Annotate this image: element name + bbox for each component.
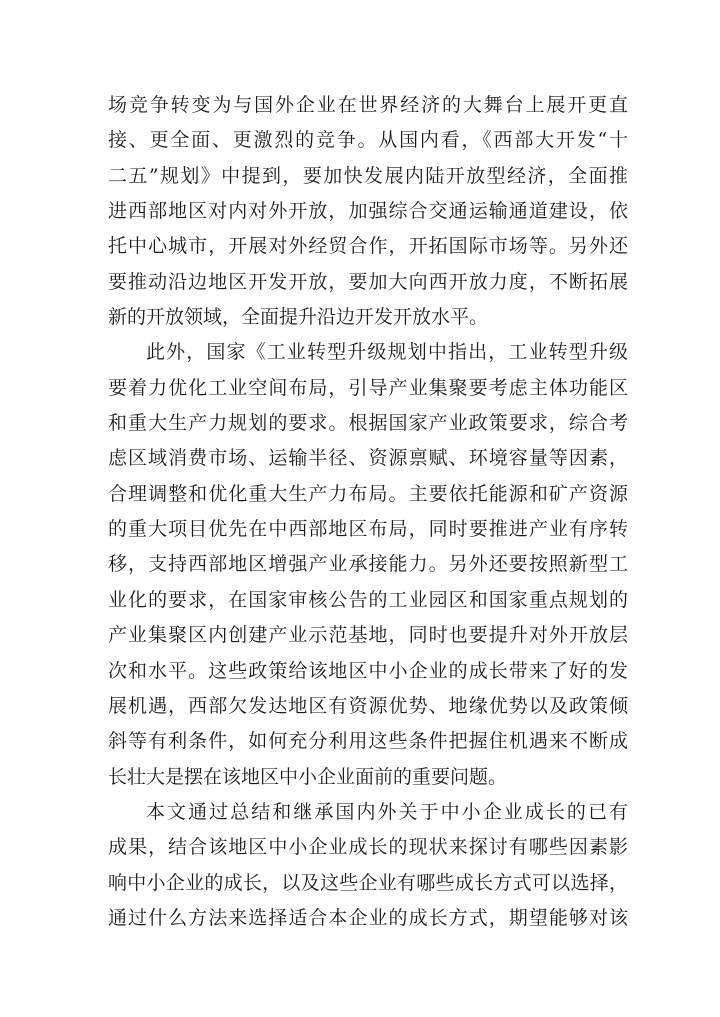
text-line: 二五”规划》中提到，要加快发展内陆开放型经济，全面推 bbox=[108, 164, 628, 187]
paragraph-3 bbox=[108, 795, 628, 936]
text-line: 移，支持西部地区增强产业承接能力。另外还要按照新型工 bbox=[108, 553, 628, 576]
text-line: 通过什么方法来选择适合本企业的成长方式，期望能够对该 bbox=[108, 906, 628, 929]
text-line: 响中小企业的成长，以及这些企业有哪些成长方式可以选择， bbox=[108, 871, 628, 894]
text-line: 产业集聚区内创建产业示范基地，同时也要提升对外开放层 bbox=[108, 624, 628, 647]
text-line: 次和水平。这些政策给该地区中小企业的成长带来了好的发 bbox=[108, 659, 628, 682]
text-line: 要推动沿边地区开发开放，要加大向西开放力度，不断拓展 bbox=[108, 270, 628, 293]
text-line: 的重大项目优先在中西部地区布局，同时要推进产业有序转 bbox=[108, 518, 628, 541]
text-line: 和重大生产力规划的要求。根据国家产业政策要求，综合考 bbox=[108, 412, 628, 435]
text-line: 虑区域消费市场、运输半径、资源禀赋、环境容量等因素， bbox=[108, 447, 628, 470]
text-line: 展机遇，西部欠发达地区有资源优势、地缘优势以及政策倾 bbox=[108, 694, 628, 717]
paragraph-2 bbox=[108, 335, 628, 794]
text-line: 新的开放领域，全面提升沿边开发开放水平。 bbox=[108, 306, 489, 329]
text-line: 长壮大是摆在该地区中小企业面前的重要问题。 bbox=[108, 765, 508, 788]
text-line: 成果，结合该地区中小企业成长的现状来探讨有哪些因素影 bbox=[108, 836, 628, 859]
text-line: 合理调整和优化重大生产力布局。主要依托能源和矿产资源 bbox=[108, 482, 628, 505]
text-line: 本文通过总结和继承国内外关于中小企业成长的已有 bbox=[146, 800, 628, 823]
text-line: 进西部地区对内对外开放，加强综合交通运输通道建设，依 bbox=[108, 200, 628, 223]
text-line: 要着力优化工业空间布局，引导产业集聚要考虑主体功能区 bbox=[108, 376, 628, 399]
text-line: 此外，国家《工业转型升级规划中指出，工业转型升级 bbox=[146, 341, 628, 364]
text-line: 斜等有利条件，如何充分利用这些条件把握住机遇来不断成 bbox=[108, 730, 628, 753]
text-line: 业化的要求，在国家审核公告的工业园区和国家重点规划的 bbox=[108, 588, 628, 611]
text-line: 场竞争转变为与国外企业在世界经济的大舞台上展开更直 bbox=[108, 94, 628, 116]
paragraph-1 bbox=[108, 88, 628, 335]
text-line: 托中心城市，开展对外经贸合作，开拓国际市场等。另外还 bbox=[108, 235, 628, 258]
text-line: 接、更全面、更激烈的竞争。从国内看，《西部大开发“十 bbox=[108, 129, 628, 152]
body-text bbox=[108, 88, 628, 936]
